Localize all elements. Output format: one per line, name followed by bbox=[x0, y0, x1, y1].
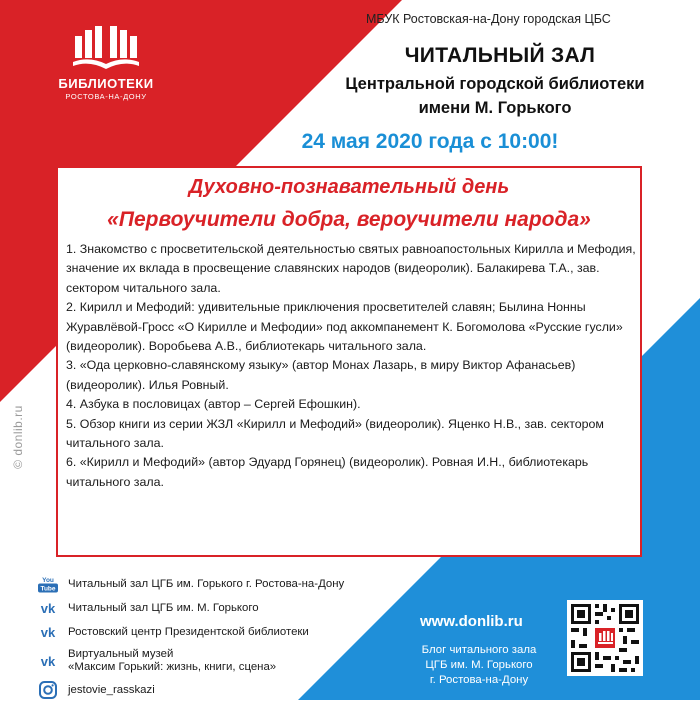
contact-vk-museum-label-2: «Максим Горький: жизнь, книги, сцена» bbox=[68, 661, 277, 673]
book-logo-icon bbox=[71, 22, 141, 74]
contact-youtube-label: Читальный зал ЦГБ им. Горького г. Ростова-на-Дону bbox=[68, 578, 345, 590]
blog-caption-line2: ЦГБ им. М. Горького bbox=[425, 659, 533, 671]
event-box bbox=[56, 166, 642, 557]
program-item-5: 5. Обзор книги из серии ЖЗЛ «Кирилл и Мефодий» (видеоролик). Яценко Н.В., зав. сектором читального зала. bbox=[66, 416, 604, 451]
program-list bbox=[66, 240, 638, 492]
library-logo bbox=[46, 22, 166, 101]
blog-caption-line3: г. Ростова-на-Дону bbox=[429, 674, 529, 686]
library-name-line2: имени М. Горького bbox=[418, 99, 572, 117]
svg-text:You: You bbox=[42, 577, 54, 584]
contact-vk-museum[interactable] bbox=[36, 644, 396, 678]
contact-vk-museum-label: Виртуальный музей bbox=[68, 648, 174, 660]
event-type: Духовно-познавательный день bbox=[188, 176, 510, 198]
blog-caption-line1: Блог читального зала bbox=[421, 644, 537, 656]
svg-text:Tube: Tube bbox=[40, 585, 56, 593]
contact-instagram-label: jestovie_rasskazi bbox=[68, 684, 155, 696]
logo-name: БИБЛИОТЕКИ bbox=[58, 76, 154, 91]
library-name-line1: Центральной городской библиотеки bbox=[345, 75, 645, 93]
logo-city: РОСТОВА-НА-ДОНУ bbox=[65, 92, 147, 101]
event-title: «Первоучители добра, вероучители народа» bbox=[107, 208, 591, 231]
hall-title: ЧИТАЛЬНЫЙ ЗАЛ bbox=[404, 44, 596, 67]
qr-code-icon bbox=[567, 600, 643, 676]
qr-code[interactable] bbox=[567, 600, 643, 676]
instagram-icon bbox=[36, 680, 60, 700]
contact-vk-reading-hall-label: Читальный зал ЦГБ им. М. Горького bbox=[68, 602, 259, 614]
vk-icon bbox=[36, 651, 60, 671]
program-item-1: 1. Знакомство с просветительской деятельностью святых равноапостольных Кирилла и Мефодия, значение их вклада в просвещение славянских народов (видеоролик). Балакирева Т.А., зав. сектором читального зала. bbox=[66, 242, 636, 295]
organization-name: МБУК Ростовская-на-Дону городская ЦБС bbox=[366, 12, 611, 26]
watermark: © donlib.ru bbox=[11, 405, 25, 469]
blog-caption bbox=[404, 643, 554, 688]
svg-text:vk: vk bbox=[40, 625, 56, 639]
contact-vk-presidential[interactable] bbox=[36, 620, 396, 644]
contact-vk-reading-hall[interactable] bbox=[36, 596, 396, 620]
vk-icon bbox=[36, 598, 60, 618]
program-item-6: 6. «Кирилл и Мефодий» (автор Эдуард Горянец) (видеоролик). Ровная И.Н., библиотекарь читального зала. bbox=[66, 455, 589, 489]
event-date: 24 мая 2020 года с 10:00! bbox=[301, 130, 559, 153]
contacts-list bbox=[36, 572, 396, 702]
svg-text:vk: vk bbox=[40, 601, 56, 615]
program-item-4: 4. Азбука в пословицах (автор – Сергей Ефошкин). bbox=[66, 397, 361, 412]
program-item-2: 2. Кирилл и Мефодий: удивительные приключения просветителей славян; Былина Нонны Журавлёвой-Гросс «О Кирилле и Мефодии» под аккомпанемент К. Богомолова «Русские гусли» (видеоролик). Воробьева А.В., библиотекарь читального зала. bbox=[66, 300, 623, 354]
website-link[interactable]: www.donlib.ru bbox=[420, 613, 523, 630]
contact-instagram[interactable] bbox=[36, 678, 396, 702]
contact-vk-presidential-label: Ростовский центр Президентской библиотеки bbox=[68, 626, 309, 638]
program-item-3: 3. «Ода церковно-славянскому языку» (автор Монах Лазарь, в миру Виктор Афанасьев) (видеоролик). Илья Ровный. bbox=[66, 358, 576, 392]
youtube-icon bbox=[36, 574, 60, 594]
svg-text:vk: vk bbox=[40, 654, 56, 668]
vk-icon bbox=[36, 622, 60, 642]
contact-youtube[interactable] bbox=[36, 572, 396, 596]
